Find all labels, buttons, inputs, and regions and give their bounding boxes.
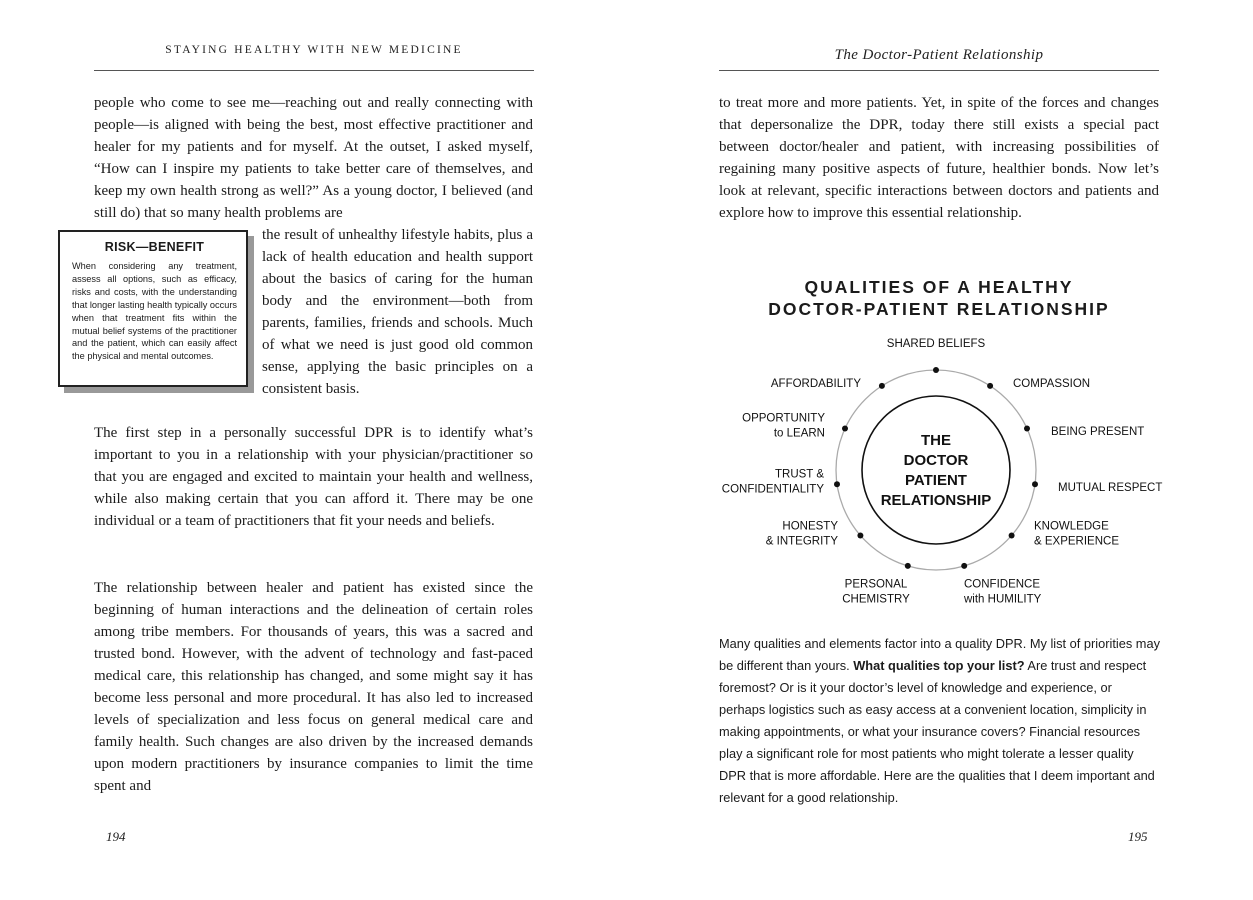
diagram-title-line-2: DOCTOR-PATIENT RELATIONSHIP bbox=[768, 299, 1110, 319]
ring-dot bbox=[905, 563, 911, 569]
page-number-right: 195 bbox=[1128, 829, 1148, 844]
quality-label: MUTUAL RESPECT bbox=[1058, 482, 1163, 494]
paragraph-right-2-end: Are trust and respect foremost? Or is it your doctor’s level of knowledge and experience, or perhaps logistics such as easy access at a convenient location, simplicity in making appointments, or what your insurance covers? Financial resources play a significant role for most patients who might tolerate a lesser quality DPR that is more affordable. Here are the qualities that I deem important and relevant for a good relationship. bbox=[719, 658, 1155, 805]
ring-dot bbox=[1032, 481, 1038, 487]
paragraph-right-2-question: What qualities top your list? bbox=[853, 658, 1025, 673]
paragraph-1-wrap: the result of unhealthy lifestyle habits, plus a lack of health education and health support about the basics of caring for the human body and the environment—both from parents, families, friends and schools. Much of what we need is just good old common sense, applying the basic principles on a consistent basis. bbox=[262, 227, 533, 397]
quality-label: COMPASSION bbox=[1013, 378, 1091, 390]
page-number-left: 194 bbox=[106, 829, 126, 844]
paragraph-1: people who come to see me—reaching out and really connecting with people—is aligned with being the best, most effective practitioner and healer for my patients and for myself. At the outset, I asked myself, “How can I inspire my patients to take better care of themselves, and keep my own health strong as well?” As a young doctor, I believed (and still do) that so many health problems are bbox=[94, 95, 533, 221]
paragraph-right-1: to treat more and more patients. Yet, in spite of the forces and changes that depersonalize the DPR, today there still exists a special pact between doctor/healer and patient, with increasing possibilities of regaining many positive aspects of future, healthier bonds. Now let’s look at relevant, specific interactions between doctors and patients and explore how to improve this essential relationship. bbox=[719, 95, 1159, 221]
quality-label: BEING PRESENT bbox=[1051, 426, 1145, 438]
paragraph-2: The first step in a personally successful DPR is to identify what’s important to you in a relationship with your physician/practitioner so that you are engaged and excited to maintain your health and wellness, while also making certain that you can afford it. There may be one individual or a team of practitioners that fit your needs and beliefs. bbox=[94, 425, 533, 529]
ring-dot bbox=[879, 383, 885, 389]
ring-dot bbox=[1024, 426, 1030, 432]
quality-label: CONFIDENCE bbox=[964, 578, 1041, 591]
ring-dot bbox=[961, 563, 967, 569]
quality-label: & INTEGRITY bbox=[765, 535, 838, 548]
ring-dot bbox=[834, 481, 840, 487]
ring-dot bbox=[933, 367, 939, 373]
left-page bbox=[0, 0, 626, 900]
running-head-right: The Doctor-Patient Relationship bbox=[834, 47, 1044, 63]
quality-label: CONFIDENTIALITY bbox=[721, 483, 824, 496]
right-page bbox=[626, 0, 1253, 900]
center-label-line: RELATIONSHIP bbox=[880, 492, 992, 509]
quality-label: HONESTY bbox=[782, 520, 838, 533]
quality-label: & EXPERIENCE bbox=[1034, 535, 1119, 548]
quality-label: OPPORTUNITY bbox=[742, 412, 825, 425]
ring-dot bbox=[857, 533, 863, 539]
quality-label: to LEARN bbox=[773, 427, 825, 440]
paragraph-right-2 bbox=[719, 633, 1161, 809]
ring-dot bbox=[987, 383, 993, 389]
quality-label: with HUMILITY bbox=[964, 593, 1042, 606]
ring-dot bbox=[842, 426, 848, 432]
quality-label: KNOWLEDGE bbox=[1034, 520, 1109, 533]
ring-dot bbox=[1009, 533, 1015, 539]
quality-label: PERSONAL bbox=[844, 578, 908, 591]
quality-label: AFFORDABILITY bbox=[770, 378, 861, 390]
header-rule-left bbox=[94, 70, 534, 71]
sidebar-body: When considering any treatment, assess all options, such as efficacy, risks and costs, with the understanding that longer lasting health typically occurs when that treatment fits within the mutual belief systems of the practitioner and the patient, which can easily affect the physical and mental outcomes. bbox=[72, 261, 237, 362]
center-label-line: THE bbox=[921, 432, 951, 449]
sidebar-title: RISK—BENEFIT bbox=[104, 240, 205, 254]
inner-circle bbox=[862, 396, 1010, 544]
paragraph-3: The relationship between healer and patient has existed since the beginning of human interactions and the delineation of certain roles among tribe members. For thousands of years, this was a sacred and trusted bond. However, with the advent of technology and fast-paced medical care, this relationship has changed, and some might say it has become less personal and more procedural. It has also led to increased levels of specialization and less focus on general medical care and family health. Such changes are also driven by the increased demands upon modern practitioners by insurance companies to limit the time spent and bbox=[94, 580, 533, 794]
quality-label: CHEMISTRY bbox=[842, 593, 910, 606]
paragraph-right-2-start: Many qualities and elements factor into a quality DPR. My list of priorities may be different than yours. bbox=[719, 636, 1160, 673]
quality-label: TRUST & bbox=[775, 468, 824, 481]
running-head-left: STAYING HEALTHY WITH NEW MEDICINE bbox=[165, 44, 463, 56]
center-label-line: PATIENT bbox=[905, 472, 967, 489]
diagram-title-line-1: QUALITIES OF A HEALTHY bbox=[804, 277, 1074, 297]
center-label-line: DOCTOR bbox=[903, 452, 969, 469]
risk-benefit-sidebar bbox=[58, 230, 248, 387]
quality-label: SHARED BELIEFS bbox=[886, 338, 986, 350]
